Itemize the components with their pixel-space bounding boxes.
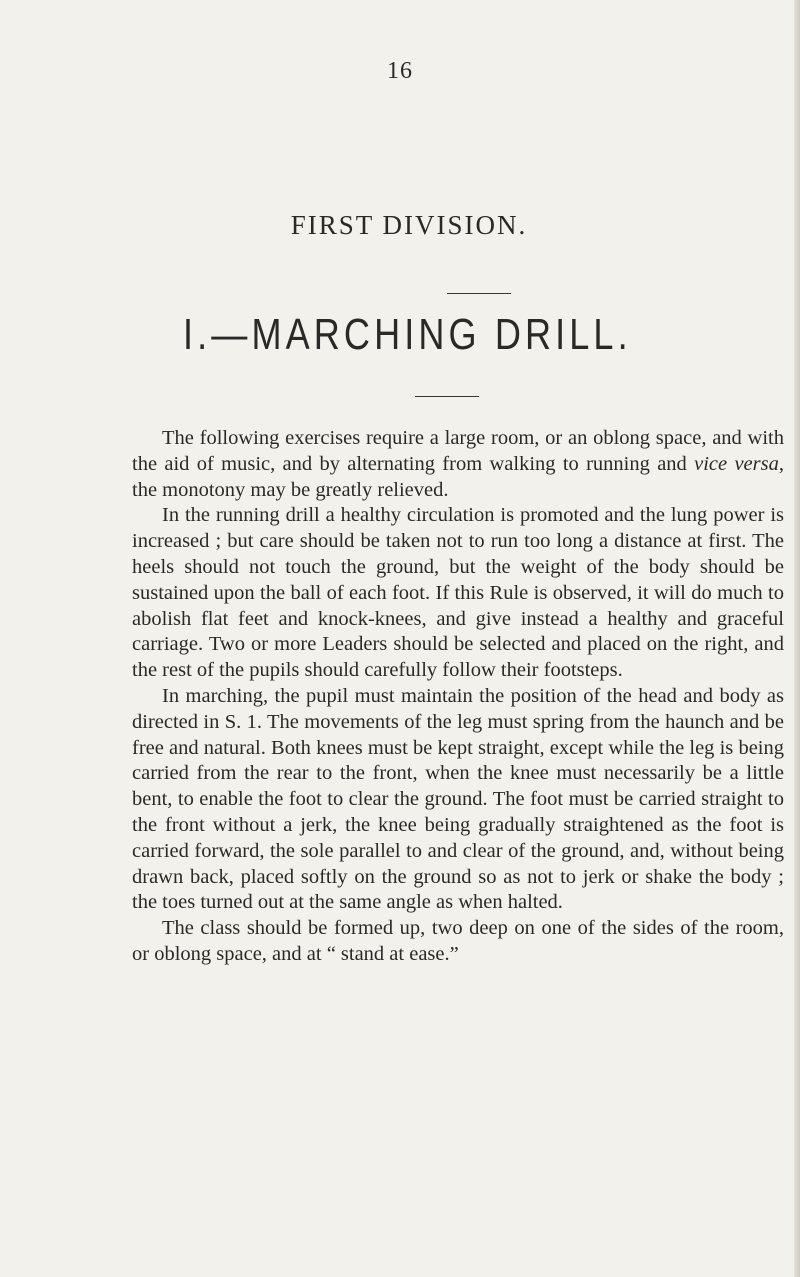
paragraph-intro-end: , the monotony may be greatly relieved. (132, 452, 784, 501)
body-text (132, 426, 784, 968)
paragraph-marching: In marching, the pupil must maintain the position of the head and body as directed in S. 1. The movements of the leg must spring from the haunch and be free and natural. Both knees must be kept straight, except while the leg is being carried from the rear to the front, when the knee must necessarily be a little bent, to enable the foot to clear the ground. The foot must be carried straight to the front without a jerk, the knee being gradually straightened as the foot is carried forward, the sole parallel to and clear of the ground, and, without being drawn back, placed softly on the ground so as not to jerk or shake the body ; the toes turned out at the same angle as when halted. (132, 684, 784, 914)
paragraph-running-drill: In the running drill a healthy circulation is promoted and the lung power is increased ; but care should be taken not to run too long a distance at first. The heels should not touch the ground, but the weight of the body should be sustained upon the ball of each foot. If this Rule is observed, it will do much to abolish flat feet and knock-knees, and give instead a healthy and graceful carriage. Two or more Leaders should be selected and placed on the right, and the rest of the pupils should carefully follow their footsteps. (132, 504, 784, 682)
page-edge (794, 0, 800, 1277)
paragraph-intro-italic: vice versa (694, 452, 779, 475)
paragraph-class-formation: The class should be formed up, two deep on one of the sides of the room, or oblong space, and at “ stand at ease.” (132, 917, 784, 965)
section-heading: I.—MARCHING DRILL. (183, 310, 632, 359)
division-heading: FIRST DIVISION. (290, 210, 528, 240)
paragraph-intro-start: The following exercises require a large room, or an oblong space, and with the aid of music, and by alternating from walking to running and (132, 427, 784, 475)
page-number: 16 (387, 58, 413, 84)
divider-rule-top (447, 293, 511, 294)
divider-rule-bottom (415, 396, 479, 397)
paragraph-intro (132, 426, 784, 503)
